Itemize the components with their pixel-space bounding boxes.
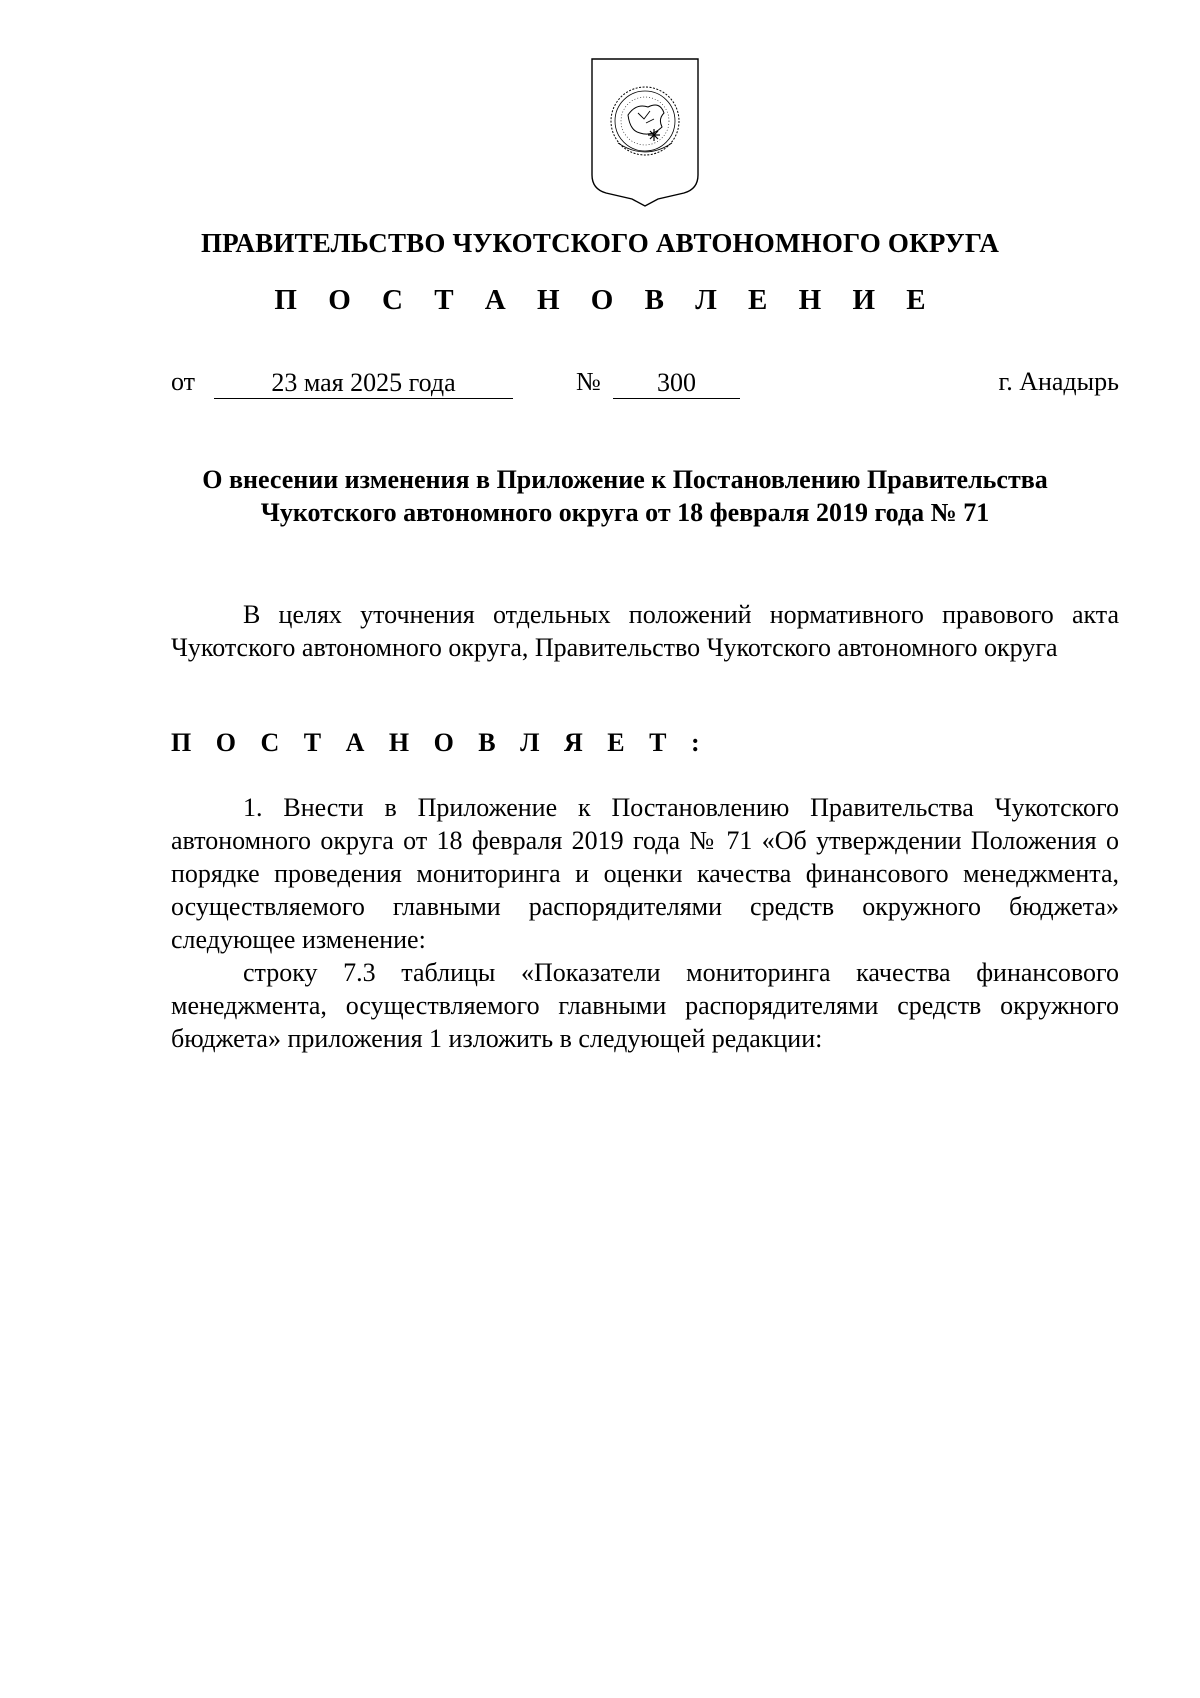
preamble-paragraph: В целях уточнения отдельных положений нормативного правового акта Чукотского автономного округа, Правительство Чукотского автономного округа — [171, 600, 1119, 662]
number-sign-label: № — [576, 367, 601, 396]
document-number: 300 — [613, 368, 740, 399]
resolve-heading: П О С Т А Н О В Л Я Е Т : — [171, 728, 709, 757]
document-type: П О С Т А Н О В Л Е Н И Е — [274, 284, 938, 316]
item-1-paragraph: 1. Внести в Приложение к Постановлению Правительства Чукотского автономного округа от 18 февраля 2019 года № 71 «Об утверждении Положения о порядке проведения мониторинга и оценки качества финансового менеджмента, осуществляемого главными распорядителями средств окружного бюджета» следующее изменение: — [171, 793, 1119, 954]
document-title: О внесении изменения в Приложение к Постановлению Правительства Чукотского автономного округа от 18 февраля 2019 года № 71 — [202, 465, 1048, 527]
organization-name: ПРАВИТЕЛЬСТВО ЧУКОТСКОГО АВТОНОМНОГО ОКРУГА — [200, 228, 1000, 258]
date-prefix-label: от — [171, 367, 196, 396]
item-1-detail-paragraph: строку 7.3 таблицы «Показатели мониторинга качества финансового менеджмента, осуществляемого главными распорядителями средств окружного бюджета» приложения 1 изложить в следующей редакции: — [171, 958, 1119, 1053]
coat-of-arms-icon — [588, 57, 702, 207]
city-label: г. Анадырь — [998, 367, 1119, 396]
document-date: 23 мая 2025 года — [214, 368, 513, 399]
